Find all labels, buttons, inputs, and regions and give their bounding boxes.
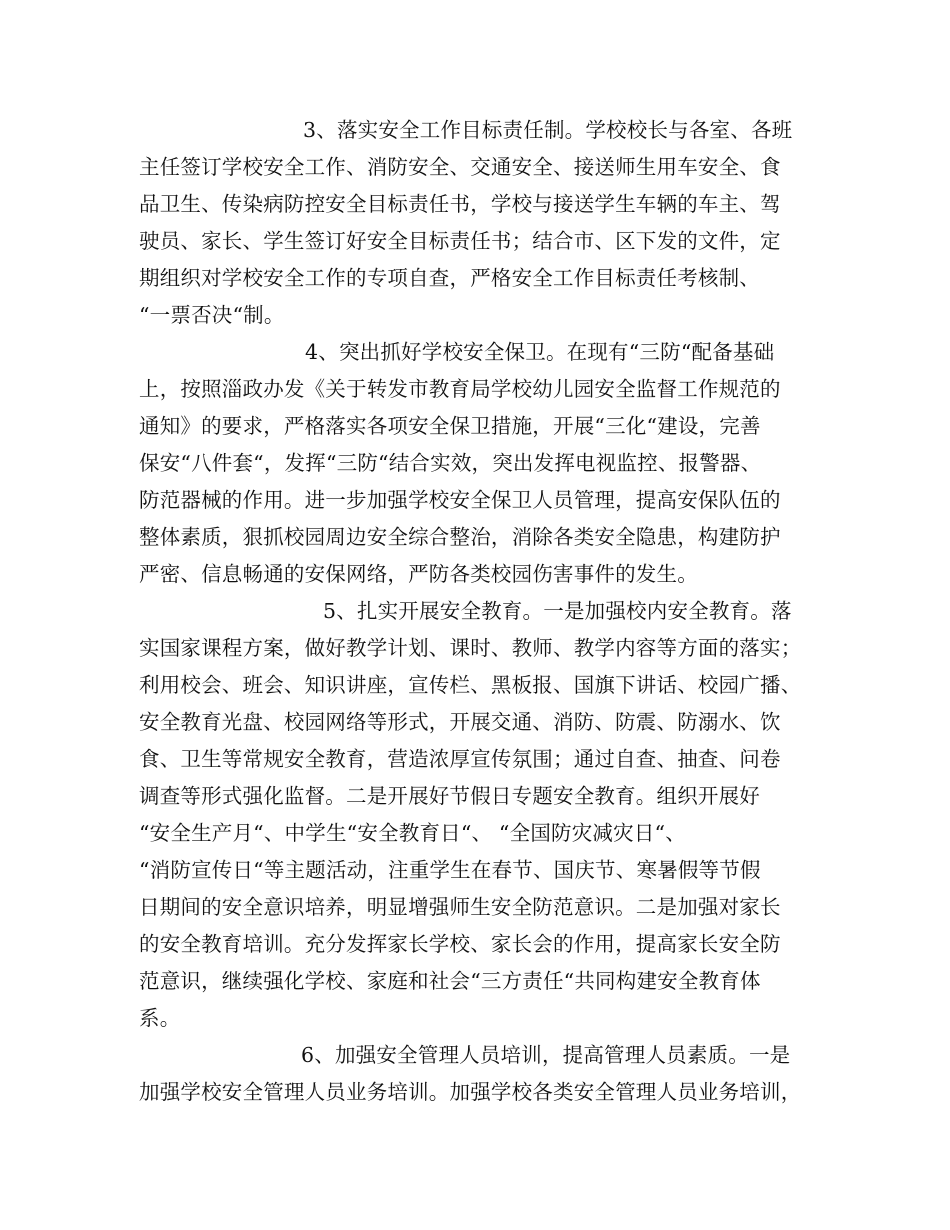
paragraph-6-heading-line: 6、加强安全管理人员培训，提高管理人员素质。一是 bbox=[301, 1043, 791, 1067]
text-line: 期组织对学校安全工作的专项自查，严格安全工作目标责任考核制、 bbox=[139, 266, 760, 290]
text-line: 调查等形式强化监督。二是开展好节假日专题安全教育。组织开展好 bbox=[139, 784, 760, 808]
text-line: 利用校会、班会、知识讲座，宣传栏、黑板报、国旗下讲话、校园广播、 bbox=[139, 673, 802, 697]
text-line: 上，按照淄政办发《关于转发市教育局学校幼儿园安全监督工作规范的 bbox=[139, 377, 781, 401]
text-line: 防范器械的作用。进一步加强学校安全保卫人员管理，提高安保队伍的 bbox=[139, 488, 781, 512]
text-line: 整体素质，狠抓校园周边安全综合整治，消除各类安全隐患，构建防护 bbox=[139, 525, 781, 549]
text-line: 安全教育光盘、校园网络等形式，开展交通、消防、防震、防溺水、饮 bbox=[139, 710, 781, 734]
text-line: 主任签订学校安全工作、消防安全、交通安全、接送师生用车安全、食 bbox=[139, 155, 781, 179]
text-line: 通知》的要求，严格落实各项安全保卫措施，开展“三化“建设，完善 bbox=[139, 414, 761, 438]
paragraph-4-heading-line: 4、突出抓好学校安全保卫。在现有“三防“配备基础 bbox=[305, 340, 775, 364]
paragraph-3-heading-line: 3、落实安全工作目标责任制。学校校长与各室、各班 bbox=[303, 118, 793, 142]
text-line: “消防宣传日“等主题活动，注重学生在春节、国庆节、寒暑假等节假 bbox=[139, 858, 761, 882]
text-line: 严密、信息畅通的安保网络，严防各类校园伤害事件的发生。 bbox=[139, 562, 698, 586]
text-line: “安全生产月“、中学生“安全教育日“、 “全国防灾减灾日“、 bbox=[139, 821, 686, 845]
text-line: 品卫生、传染病防控安全目标责任书，学校与接送学生车辆的车主、驾 bbox=[139, 192, 781, 216]
text-line: 加强学校安全管理人员业务培训。加强学校各类安全管理人员业务培训， bbox=[139, 1080, 802, 1104]
text-line: “一票否决“制。 bbox=[139, 303, 285, 327]
paragraph-5-heading-line: 5、扎实开展安全教育。一是加强校内安全教育。落 bbox=[323, 599, 792, 623]
text-line: 食、卫生等常规安全教育，营造浓厚宣传氛围；通过自查、抽查、问卷 bbox=[139, 747, 781, 771]
text-line: 系。 bbox=[139, 1006, 181, 1030]
document-body bbox=[139, 112, 839, 1111]
text-line: 范意识，继续强化学校、家庭和社会“三方责任“共同构建安全教育体 bbox=[139, 969, 761, 993]
text-line: 日期间的安全意识培养，明显增强师生安全防范意识。二是加强对家长 bbox=[139, 895, 781, 919]
text-line: 驶员、家长、学生签订好安全目标责任书；结合市、区下发的文件，定 bbox=[139, 229, 781, 253]
text-line: 保安“八件套“，发挥“三防“结合实效，突出发挥电视监控、报警器、 bbox=[139, 451, 762, 475]
text-line: 实国家课程方案，做好教学计划、课时、教师、教学内容等方面的落实； bbox=[139, 636, 802, 660]
text-line: 的安全教育培训。充分发挥家长学校、家长会的作用，提高家长安全防 bbox=[139, 932, 781, 956]
